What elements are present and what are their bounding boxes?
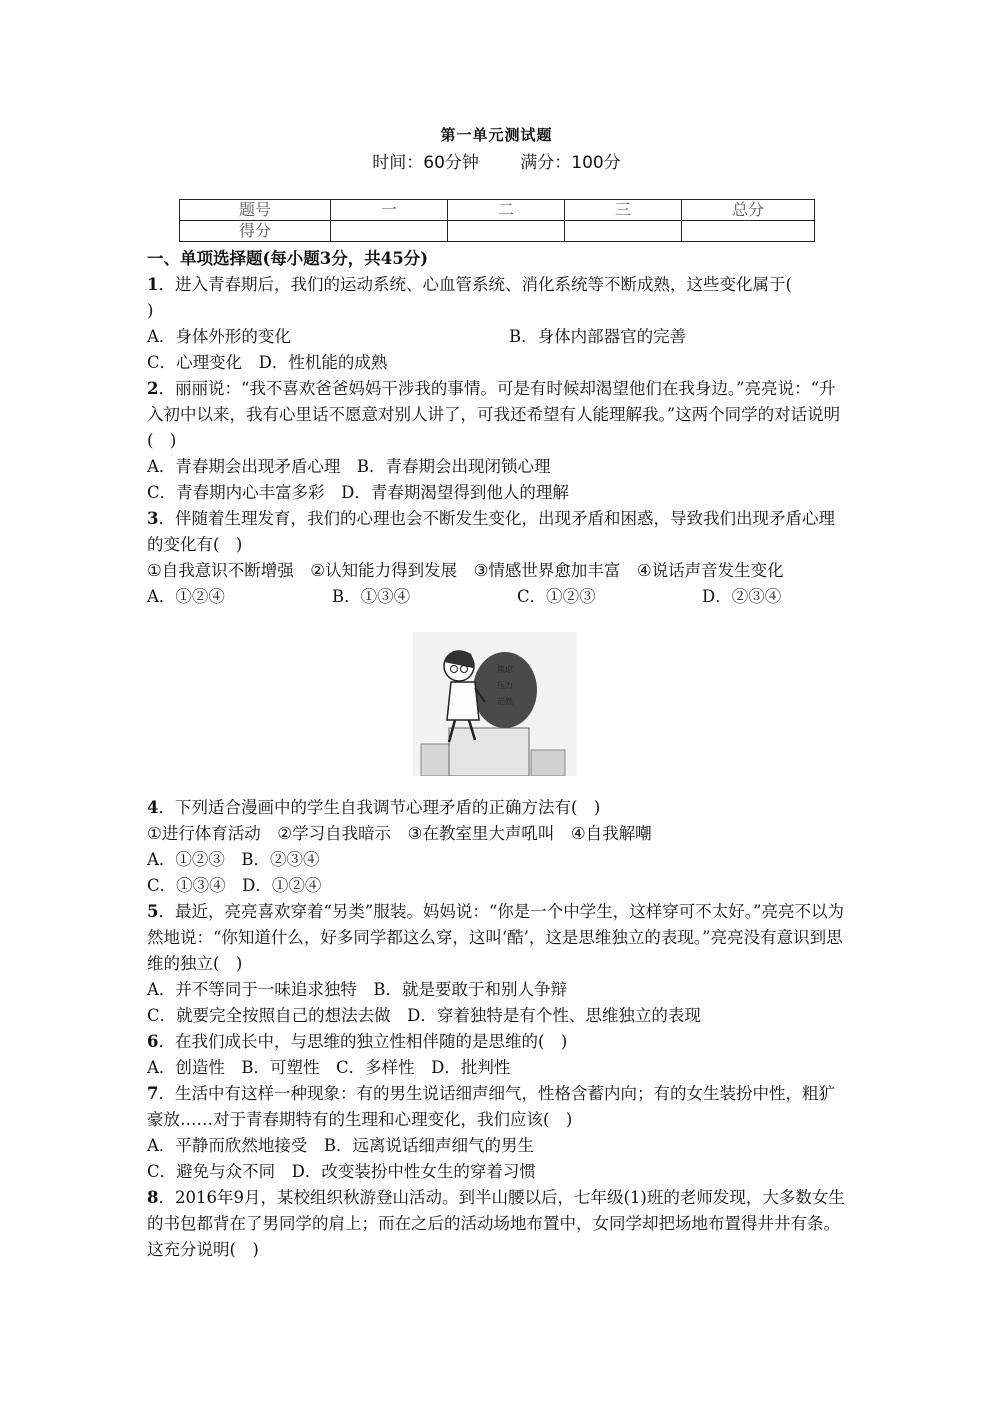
question-text: ．最近，亮亮喜欢穿着“另类”服装。妈妈说：“你是一个中学生，这样穿可不太好。”亮亮不以为然地说：“你知道什么，好多同学都这么穿，这叫‘酷’，这是思维独立的表现。”亮亮没有意识到思维的独立( ) (147, 902, 844, 973)
question-7-options-ab: A．平静而欣然地接受 B．远离说话细声细气的男生 (147, 1136, 535, 1155)
score-cell: 总分 (682, 200, 815, 221)
question-text: ．生活中有这样一种现象：有的男生说话细声细气，性格含蓄内向；有的女生装扮中性，粗犷豪放……对于青春期特有的生理和心理变化，我们应该( ) (147, 1084, 835, 1129)
score-cell: 二 (448, 200, 565, 221)
score-table-score-row (180, 221, 815, 242)
score-table-header-row (180, 200, 815, 221)
question-4-stem (147, 795, 847, 821)
score-cell: 三 (565, 200, 682, 221)
option-b: B．身体内部器官的完善 (509, 327, 687, 346)
question-5-options-cd: C．就要完全按照自己的想法去做 D．穿着独特是有个性、思维独立的表现 (147, 1006, 701, 1025)
question-text: ．2016年9月，某校组织秋游登山活动。到半山腰以后，七年级(1)班的老师发现，大多数女生的书包都背在了男同学的肩上；而在之后的活动场地布置中，女同学却把场地布置得井井有条。这充分说明( ) (147, 1188, 845, 1259)
option-b: B．①③④ (332, 587, 411, 606)
student-body (447, 682, 479, 720)
question-text: ．丽丽说：“我不喜欢爸爸妈妈干涉我的事情。可是有时候却渴望他们在我身边。”亮亮说：“升入初中以来，我有心里话不愿意对别人讲了，可我还希望有人能理解我。”这两个同学的对话说明( ) (147, 379, 841, 450)
score-input-cell[interactable] (682, 221, 815, 242)
question-4-options-cd: C．①③④ D．①②④ (147, 876, 322, 895)
building-platform (449, 728, 529, 776)
figure-label-pressure: 压力 (497, 681, 513, 690)
question-2-stem (147, 376, 847, 454)
question-4-options-ab: A．①②③ B．②③④ (147, 850, 320, 869)
question-4-items: ①进行体育活动 ②学习自我暗示 ③在教室里大声吼叫 ④自我解嘲 (147, 824, 652, 843)
question-text: ．下列适合漫画中的学生自我调节心理矛盾的正确方法有( ) (158, 798, 601, 817)
question-number: 1 (147, 275, 159, 294)
score-input-cell[interactable] (331, 221, 448, 242)
burden-ball (473, 652, 537, 728)
score-input-cell[interactable] (448, 221, 565, 242)
question-8-stem (147, 1185, 847, 1263)
question-number: 7 (147, 1084, 159, 1103)
option-a: A．①②④ (147, 587, 225, 606)
score-input-cell[interactable] (565, 221, 682, 242)
question-2-options-cd: C．青春期内心丰富多彩 D．青春期渴望得到他人的理解 (147, 483, 569, 502)
question-5-stem (147, 899, 847, 977)
question-text: ．在我们成长中，与思维的独立性相伴随的是思维的( ) (158, 1032, 568, 1051)
question-5-options-ab: A．并不等同于一味追求独特 B．就是要敢于和别人争辩 (147, 980, 568, 999)
question-6-stem (147, 1029, 847, 1055)
time-limit: 时间：60分钟 (372, 153, 479, 173)
question-number: 4 (147, 798, 159, 817)
cartoon-figure (413, 632, 577, 776)
page-title: 第一单元测试题 (440, 126, 553, 144)
option-d: D．②③④ (702, 587, 782, 606)
question-number: 2 (147, 379, 159, 398)
figure-label-confusion: 茫然 (497, 697, 513, 706)
exam-meta (0, 148, 993, 173)
building-left (421, 744, 451, 776)
question-1-options-cd: C．心理变化 D．性机能的成熟 (147, 353, 388, 372)
question-number: 8 (147, 1188, 159, 1207)
question-number: 3 (147, 509, 159, 528)
score-table (179, 199, 815, 242)
option-c: C．①②③ (517, 587, 596, 606)
question-3-items: ①自我意识不断增强 ②认知能力得到发展 ③情感世界愈加丰富 ④说话声音发生变化 (147, 561, 784, 580)
question-7-stem (147, 1081, 847, 1133)
question-2-options-ab: A．青春期会出现矛盾心理 B．青春期会出现闭锁心理 (147, 457, 551, 476)
score-cell: 得分 (180, 221, 331, 242)
score-cell: 一 (331, 200, 448, 221)
question-text: ．进入青春期后，我们的运动系统、心血管系统、消化系统等不断成熟，这些变化属于( (158, 275, 792, 294)
question-3-stem (147, 506, 847, 558)
section-heading: 一、单项选择题(每小题3分，共45分) (147, 249, 429, 268)
question-text: ．伴随着生理发育，我们的心理也会不断发生变化，出现矛盾和困惑，导致我们出现矛盾心理的变化有( ) (147, 509, 835, 554)
cartoon-illustration (413, 632, 577, 776)
full-score: 满分：100分 (520, 153, 621, 173)
question-7-options-cd: C．避免与众不同 D．改变装扮中性女生的穿着习惯 (147, 1162, 536, 1181)
question-number: 5 (147, 902, 159, 921)
question-number: 6 (147, 1032, 159, 1051)
question-1-stem-end: ) (147, 301, 154, 320)
question-1-stem (147, 272, 847, 298)
score-cell: 题号 (180, 200, 331, 221)
building-right (531, 750, 565, 776)
option-a: A．身体外形的变化 (147, 327, 291, 346)
question-6-options: A．创造性 B．可塑性 C．多样性 D．批判性 (147, 1058, 511, 1077)
question-1-options-ab (147, 324, 847, 350)
figure-label-anxiety: 焦虑 (497, 665, 513, 674)
question-3-options (147, 584, 847, 610)
